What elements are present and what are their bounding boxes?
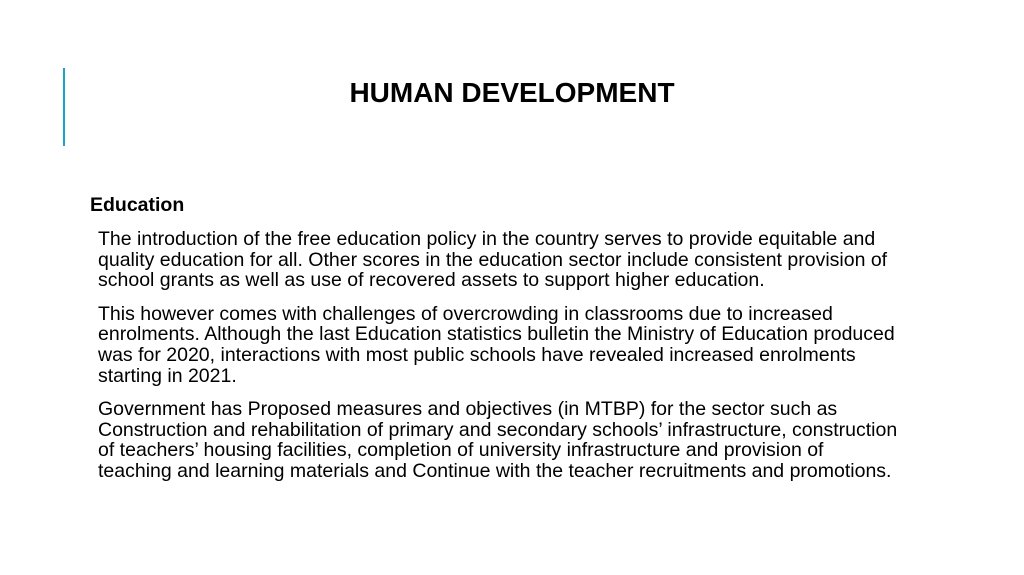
paragraph-government-measures: Government has Proposed measures and objectives (in MTBP) for the sector such as Construction and rehabilitation of primary and secondary schools’ infrastructure, construction of teachers’ housing facilities, completion of university infrastructure and provision of teaching and learning materials and Continue with the teacher recruitments and promotions. bbox=[98, 397, 898, 483]
section-heading: Education bbox=[90, 194, 185, 216]
slide-title: HUMAN DEVELOPMENT bbox=[349, 77, 675, 108]
paragraph-free-education: The introduction of the free education policy in the country serves to provide equitable and quality education for all. Other scores in the education sector include consistent provision of school grants as well as use of recovered assets to support higher education. bbox=[98, 228, 888, 292]
body-text bbox=[98, 229, 898, 494]
paragraph-overcrowding: This however comes with challenges of overcrowding in classrooms due to increased enrolments. Although the last Education statistics bulletin the Ministry of Education produced was for 2020, interactions with most public schools have revealed increased enrolments starting in 2021. bbox=[98, 302, 895, 387]
